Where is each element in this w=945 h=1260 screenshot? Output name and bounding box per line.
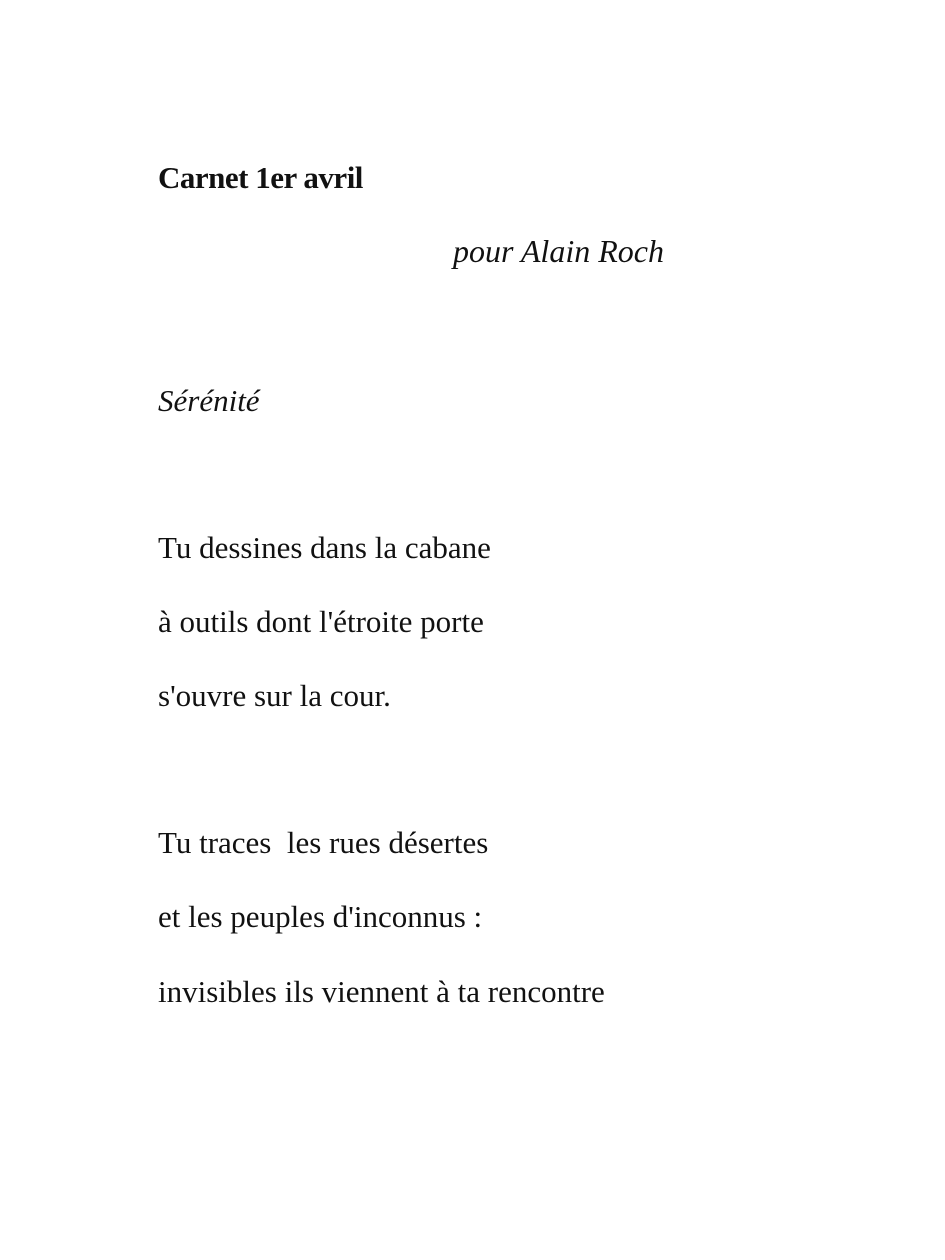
poem-line: à outils dont l'étroite porte <box>158 604 484 639</box>
poem-line: Tu traces les rues désertes <box>158 825 489 860</box>
poem-line: et les peuples d'inconnus : <box>158 899 483 934</box>
dedication: pour Alain Roch <box>453 233 664 269</box>
poem-line: invisibles ils viennent à ta rencontre <box>158 974 605 1009</box>
poem-line: s'ouvre sur la cour. <box>158 678 391 713</box>
poem-title: Sérénité <box>158 383 260 418</box>
poem-line: Tu dessines dans la cabane <box>158 530 491 565</box>
document-title: Carnet 1er avril <box>158 160 363 195</box>
